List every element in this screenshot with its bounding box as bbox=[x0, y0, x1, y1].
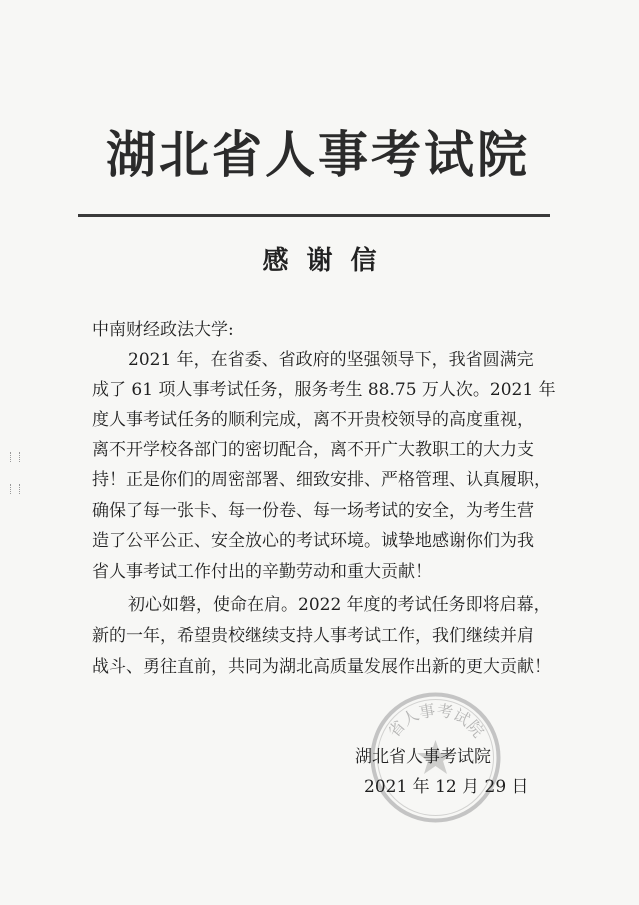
letter-recipient: 中南财经政法大学: bbox=[92, 320, 234, 340]
signature-date: 2021 年 12 月 29 日 bbox=[364, 777, 529, 797]
body-line: 离不开学校各部门的密切配合，离不开广大教职工的大力支 bbox=[92, 440, 534, 460]
body-line: 省人事考试工作付出的辛勤劳动和重大贡献！ bbox=[92, 562, 432, 582]
scan-margin-mark bbox=[10, 452, 20, 462]
body-line: 战斗、勇往直前，共同为湖北高质量发展作出新的更大贡献！ bbox=[92, 657, 551, 677]
svg-text:省人事考试院: 省人事考试院 bbox=[384, 700, 488, 742]
body-line: 度人事考试任务的顺利完成，离不开贵校领导的高度重视， bbox=[92, 410, 534, 430]
body-line: 成了 61 项人事考试任务，服务考生 88.75 万人次。2021 年 bbox=[92, 380, 556, 400]
body-line: 新的一年，希望贵校继续支持人事考试工作，我们继续并肩 bbox=[92, 626, 534, 646]
body-line: 2021 年，在省委、省政府的坚强领导下，我省圆满完 bbox=[128, 350, 534, 370]
body-line: 造了公平公正、安全放心的考试环境。诚挚地感谢你们为我 bbox=[92, 531, 534, 551]
letterhead-title: 湖北省人事考试院 bbox=[106, 125, 530, 184]
signature-organization: 湖北省人事考试院 bbox=[355, 747, 491, 767]
body-line: 持！正是你们的周密部署、细致安排、严格管理、认真履职， bbox=[92, 470, 551, 490]
body-line: 初心如磐，使命在肩。2022 年度的考试任务即将启幕， bbox=[128, 595, 551, 615]
letter-title: 感谢信 bbox=[262, 246, 395, 276]
body-line: 确保了每一张卡、每一份卷、每一场考试的安全，为考生营 bbox=[92, 501, 534, 521]
letterhead-divider bbox=[78, 214, 550, 217]
scan-margin-mark bbox=[10, 484, 20, 494]
